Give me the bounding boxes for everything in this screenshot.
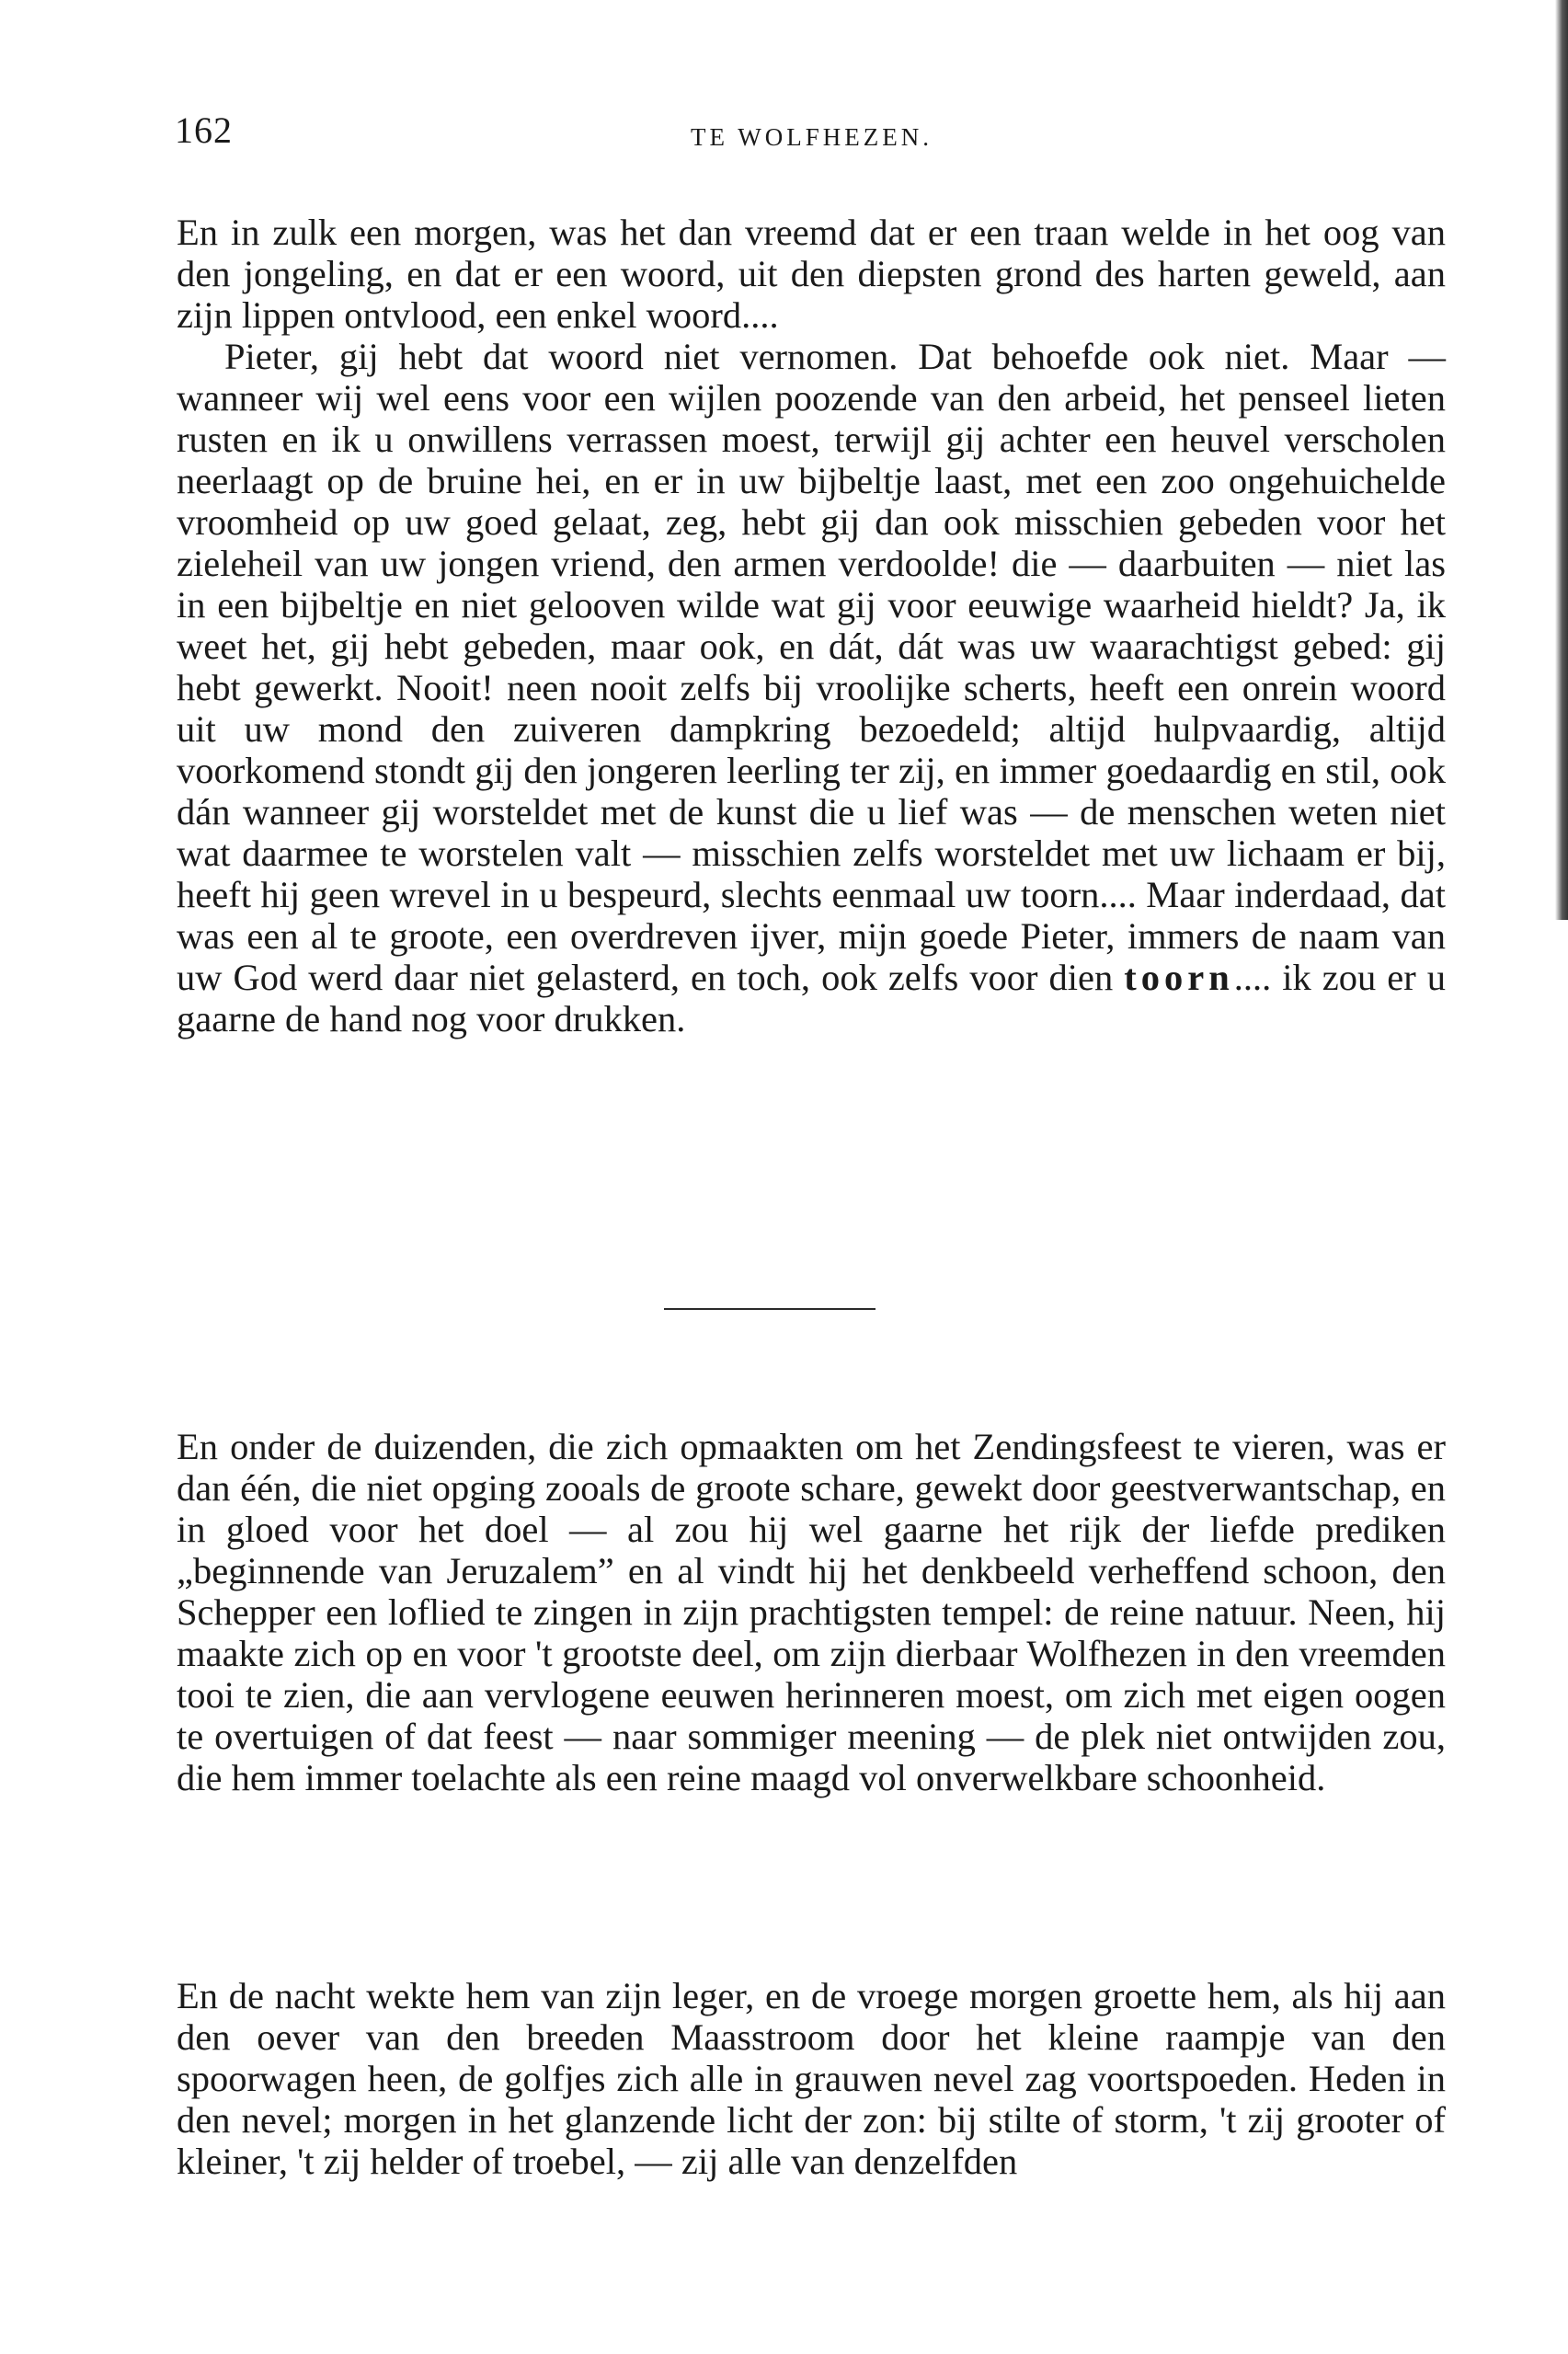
section-1-text <box>177 212 1446 1039</box>
paragraph-4: En de nacht wekte hem van zijn leger, en de vroege morgen groette hem, als hij aan den oever van den breeden Maasstroom door het kleine raampje van den spoorwagen heen, de golfjes zich alle in grauwen nevel zag voortspoeden. Heden in den nevel; morgen in het glanzende licht der zon: bij stilte of storm, 't zij grooter of kleiner, 't zij helder of troebel, — zij alle van denzelfden <box>177 1975 1446 2182</box>
page-spine-shadow <box>1555 0 1568 920</box>
page-number: 162 <box>175 109 233 151</box>
page-header <box>175 109 1448 164</box>
emphasized-word: toorn <box>1124 957 1234 998</box>
running-title: TE WOLFHEZEN. <box>691 123 933 151</box>
paragraph-2 <box>177 336 1446 1039</box>
section-2-text <box>177 1426 1446 1798</box>
paragraph-2-ending: .... ik zou er u gaarne de hand nog voor drukken. <box>177 957 1446 1039</box>
paragraph-3: En onder de duizenden, die zich opmaakten om het Zendingsfeest te vieren, was er dan één, die niet opging zooals de groote schare, gewekt door geestverwantschap, en in gloed voor het doel — al zou hij wel gaarne het rijk der liefde prediken „beginnende van Jeruzalem” en al vindt hij het denkbeeld verheffend schoon, den Schepper een loflied te zingen in zijn prachtigsten tempel: de reine natuur. Neen, hij maakte zich op en voor 't grootste deel, om zijn dierbaar Wolfhezen in den vreemden tooi te zien, die aan vervlogene eeuwen herinneren moest, om zich met eigen oogen te overtuigen of dat feest — naar sommiger meening — de plek niet ontwijden zou, die hem immer toelachte als een reine maagd vol onverwelkbare schoonheid. <box>177 1426 1446 1798</box>
paragraph-1: En in zulk een morgen, was het dan vreemd dat er een traan welde in het oog van den jongeling, en dat er een woord, uit den diepsten grond des harten geweld, aan zijn lippen ontvlood, een enkel woord.... <box>177 212 1446 336</box>
paragraph-2-text: Pieter, gij hebt dat woord niet vernomen. Dat behoefde ook niet. Maar — wanneer wij wel eens voor een wijlen poozende van den arbeid, het penseel lieten rusten en ik u onwillens verrassen moest, terwijl gij achter een heuvel verscholen neerlaagt op de bruine hei, en er in uw bijbeltje laast, met een zoo ongehuichelde vroomheid op uw goed gelaat, zeg, hebt gij dan ook misschien gebeden voor het zieleheil van uw jongen vriend, den armen verdoolde! die — daarbuiten — niet las in een bijbeltje en niet geloovеn wilde wat gij voor eeuwige waarheid hieldt? Ja, ik weet het, gij hebt gebeden, maar ook, en dát, dát was uw waarachtigst gebed: gij hebt gewerkt. Nooit! neen nooit zelfs bij vroolijke scherts, heeft een onrein woord uit uw mond den zuiveren dampkring bezoedeld; altijd hulpvaardig, altijd voorkomend stondt gij den jongeren leerling ter zij, en immer goedaardig en stil, ook dán wanneer gij worsteldet met de kunst die u lief was — de menschen weten niet wat daarmee te worstelen valt — misschien zelfs worsteldet met uw lichaam er bij, heeft hij geen wrevel in u bespeurd, slechts eenmaal uw toorn.... Maar inderdaad, dat was een al te groote, een overdreven ijver, mijn goede Pieter, immers de naam van uw God werd daar niet gelasterd, en toch, ook zelfs voor dien <box>177 336 1446 998</box>
section-divider <box>664 1308 876 1310</box>
section-3-text <box>177 1975 1446 2182</box>
